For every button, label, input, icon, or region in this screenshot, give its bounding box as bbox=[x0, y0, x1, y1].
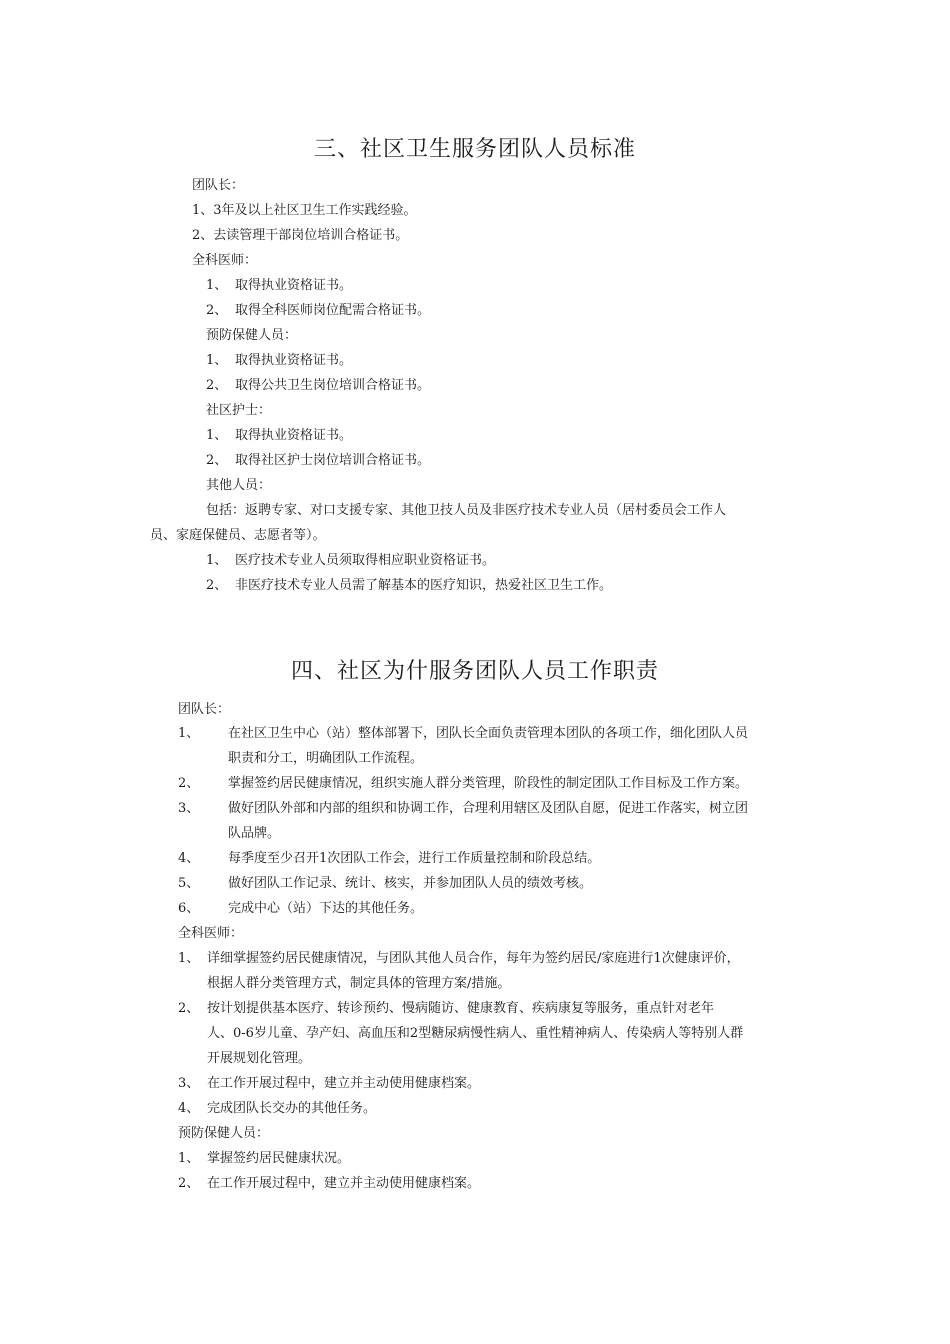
section4-prev-item-text: 在工作开展过程中，建立并主动使用健康档案。 bbox=[207, 1176, 481, 1191]
section4-gp-item-text: 按计划提供基本医疗、转诊预约、慢病随访、健康教育、疾病康复等服务，重点针对老年 bbox=[207, 1001, 715, 1016]
section4-gp-item-number: 1、 bbox=[178, 951, 200, 966]
section3-title: 三、社区卫生服务团队人员标准 bbox=[313, 137, 636, 162]
section4-gp-item-number: 3、 bbox=[178, 1076, 200, 1091]
section4-gp-item-text: 人、0-6岁儿童、孕产妇、高血压和2型糖尿病慢性病人、重性精神病人、传染病人等特别人群 bbox=[207, 1026, 744, 1041]
section3-gp-item bbox=[206, 301, 430, 321]
section4-gp-item-number: 4、 bbox=[178, 1101, 200, 1116]
section4-leader-item-number: 1、 bbox=[178, 726, 200, 741]
item-number: 1、 bbox=[206, 353, 228, 368]
item-text: 取得全科医师岗位配需合格证书。 bbox=[235, 303, 431, 318]
section4-gp-item-text: 详细掌握签约居民健康情况，与团队其他人员合作，每年为签约居民/家庭进行1次健康评价， bbox=[207, 951, 740, 966]
item-text: 医疗技术专业人员须取得相应职业资格证书。 bbox=[235, 553, 496, 568]
section3-other-item bbox=[206, 576, 612, 596]
section4-prev-item-number: 1、 bbox=[178, 1151, 200, 1166]
item-number: 1、 bbox=[206, 553, 228, 568]
item-number: 1、 bbox=[206, 278, 228, 293]
item-text: 取得社区护士岗位培训合格证书。 bbox=[235, 453, 431, 468]
item-text: 取得执业资格证书。 bbox=[235, 278, 353, 293]
section3-nurse-label: 社区护士： bbox=[206, 403, 272, 418]
section4-prev-item-number: 2、 bbox=[178, 1176, 200, 1191]
section3-gp-item bbox=[206, 276, 352, 296]
section4-gp-item-text: 根据人群分类管理方式，制定具体的管理方案/措施。 bbox=[207, 976, 511, 991]
section3-prev-label: 预防保健人员： bbox=[206, 328, 298, 343]
section4-leader-item-text: 做好团队外部和内部的组织和协调工作，合理利用辖区及团队自愿，促进工作落实，树立团 bbox=[228, 801, 749, 816]
section4-leader-item-text: 掌握签约居民健康情况，组织实施人群分类管理，阶段性的制定团队工作目标及工作方案。 bbox=[228, 776, 749, 791]
section3-gp-label: 全科医师： bbox=[192, 253, 258, 268]
section4-leader-item-number: 2、 bbox=[178, 776, 200, 791]
section3-nurse-item bbox=[206, 426, 352, 446]
section4-leader-item-text: 每季度至少召开1次团队工作会，进行工作质量控制和阶段总结。 bbox=[228, 851, 601, 866]
item-number: 2、 bbox=[206, 453, 228, 468]
item-text: 取得执业资格证书。 bbox=[235, 353, 353, 368]
section3-leader-item: 2、去读管理干部岗位培训合格证书。 bbox=[192, 228, 409, 243]
section4-leader-item-text: 在社区卫生中心（站）整体部署下，团队长全面负责管理本团队的各项工作，细化团队人员 bbox=[228, 726, 749, 741]
section4-title: 四、社区为什服务团队人员工作职责 bbox=[290, 659, 659, 684]
section4-gp-label: 全科医师： bbox=[178, 926, 244, 941]
section3-nurse-item bbox=[206, 451, 430, 471]
item-number: 2、 bbox=[206, 578, 228, 593]
section4-leader-item-text: 做好团队工作记录、统计、核实，并参加团队人员的绩效考核。 bbox=[228, 876, 593, 891]
section3-other-label: 其他人员： bbox=[206, 478, 272, 493]
section3-leader-label: 团队长： bbox=[192, 178, 245, 193]
section4-leader-item-text: 职责和分工，明确团队工作流程。 bbox=[228, 751, 424, 766]
item-text: 取得公共卫生岗位培训合格证书。 bbox=[235, 378, 431, 393]
section4-gp-item-number: 2、 bbox=[178, 1001, 200, 1016]
section4-prev-item-text: 掌握签约居民健康状况。 bbox=[207, 1151, 351, 1166]
item-number: 2、 bbox=[206, 378, 228, 393]
section4-gp-item-text: 在工作开展过程中，建立并主动使用健康档案。 bbox=[207, 1076, 481, 1091]
section4-prev-label: 预防保健人员： bbox=[178, 1126, 270, 1141]
item-number: 1、 bbox=[206, 428, 228, 443]
item-text: 非医疗技术专业人员需了解基本的医疗知识，热爱社区卫生工作。 bbox=[235, 578, 613, 593]
section4-leader-item-number: 6、 bbox=[178, 901, 200, 916]
item-text: 取得执业资格证书。 bbox=[235, 428, 353, 443]
section3-leader-item: 1、3年及以上社区卫生工作实践经验。 bbox=[192, 203, 417, 218]
section3-prev-item bbox=[206, 376, 430, 396]
section4-leader-label: 团队长： bbox=[178, 702, 231, 717]
item-number: 2、 bbox=[206, 303, 228, 318]
section4-leader-item-number: 3、 bbox=[178, 801, 200, 816]
section4-leader-item-text: 完成中心（站）下达的其他任务。 bbox=[228, 901, 424, 916]
section3-other-desc: 员、家庭保健员、志愿者等）。 bbox=[150, 528, 326, 543]
section4-leader-item-number: 4、 bbox=[178, 851, 200, 866]
section3-other-desc: 包括：返聘专家、对口支援专家、其他卫技人员及非医疗技术专业人员（居村委员会工作人 bbox=[206, 503, 727, 518]
section3-prev-item bbox=[206, 351, 352, 371]
section4-gp-item-text: 开展规划化管理。 bbox=[207, 1051, 312, 1066]
section3-other-item bbox=[206, 551, 495, 571]
section4-leader-item-number: 5、 bbox=[178, 876, 200, 891]
section4-leader-item-text: 队品牌。 bbox=[228, 826, 281, 841]
section4-gp-item-text: 完成团队长交办的其他任务。 bbox=[207, 1101, 377, 1116]
